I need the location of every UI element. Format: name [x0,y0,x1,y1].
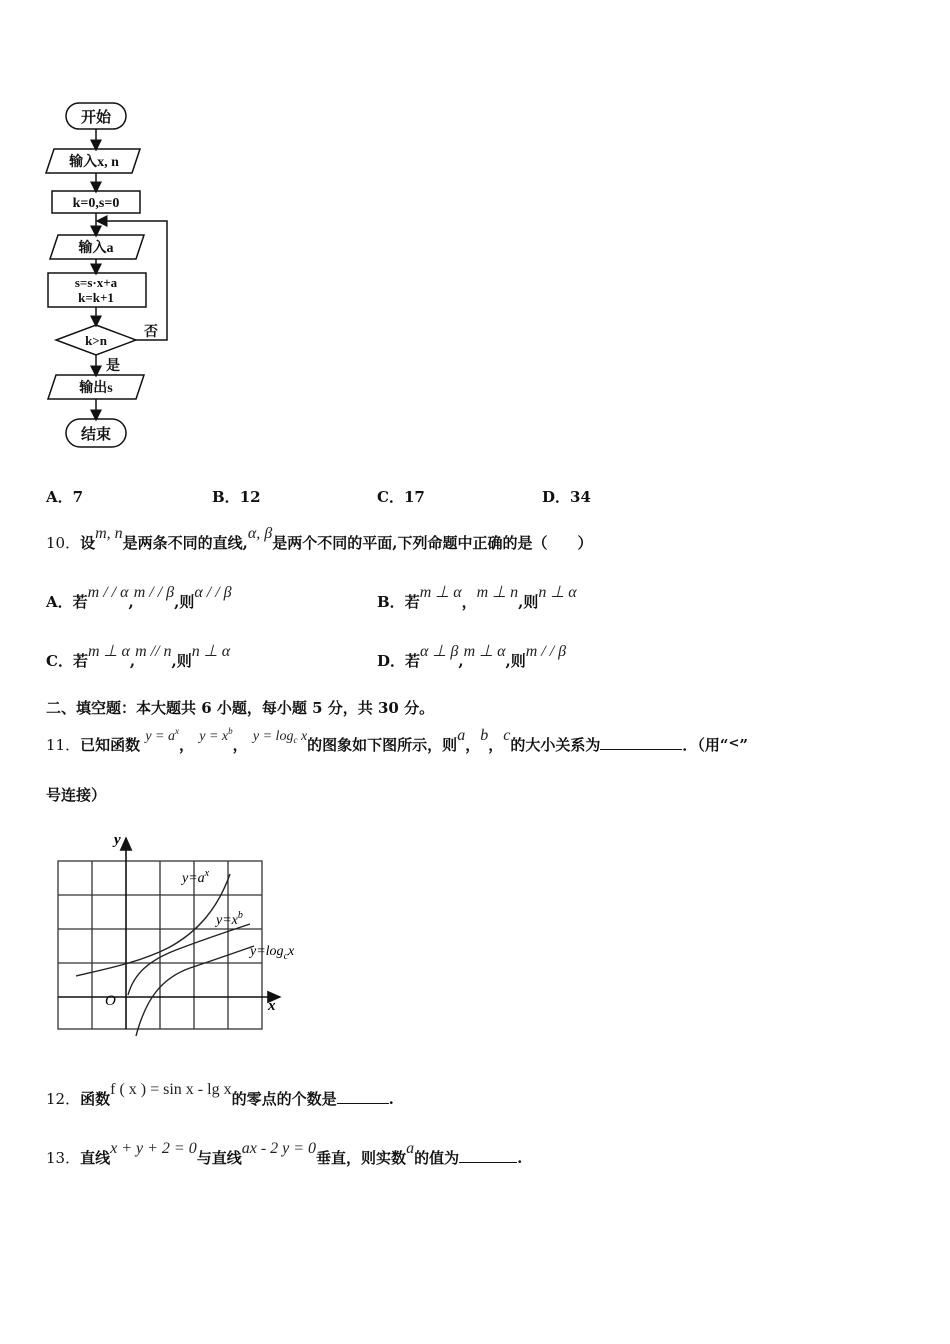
q12-text-2: 的零点的个数是 [231,1090,337,1108]
option-math-1: m / / α [87,584,129,601]
option-sep: ， [461,593,477,611]
flow-update-s-label: s=s·x+a [74,275,118,290]
flow-input-a-label: 输入a [78,241,114,256]
option-letter: C． [377,488,404,506]
q10-stem [46,525,593,553]
flow-end-label: 结束 [80,427,112,443]
option-then: ,则 [505,652,526,670]
option-letter: B． [377,593,405,611]
option-math-2: m // n [135,643,172,660]
option-math-3: m / / β [525,643,567,660]
question-number: 13． [46,1149,81,1167]
option-value: 17 [403,488,425,506]
x-axis-label: x [268,998,276,1014]
question-number: 11． [46,736,81,754]
q9-option-a [46,486,83,507]
flow-condition-label: k>n [85,333,107,348]
option-math-1: m ⊥ α [419,584,462,601]
q11-text-1: 已知函数 [80,736,141,754]
flow-yes-label: 是 [106,359,120,374]
func-body: y = x [199,729,229,744]
func-arg: x [297,729,308,744]
q13-stem [46,1140,523,1168]
q12-function: f ( x ) = sin x - lg x [110,1081,232,1098]
q10-option-b [377,584,577,612]
q11-sep: ， [465,736,481,754]
flow-init-label: k=0,s=0 [72,196,120,211]
y-axis-label: y [114,832,121,848]
option-then: ,则 [518,593,539,611]
flow-no-label: 否 [144,325,158,340]
option-value: 34 [570,488,591,506]
q11-right-quote: ” [739,736,749,754]
option-sep: , [128,593,134,611]
option-sep: , [129,652,136,670]
q13-line-1: x + y + 2 = 0 [110,1140,197,1157]
question-number: 10． [46,534,81,552]
label-arg: x [288,944,295,959]
func-sup: x [175,726,180,736]
q13-text-1: 直线 [80,1149,111,1167]
label-sup: b [237,910,243,921]
function-graph [50,828,320,1048]
option-sep: , [458,652,464,670]
question-number: 12． [46,1090,81,1108]
option-value: 7 [72,488,84,506]
q10-option-d [377,643,567,671]
q10-option-a [46,584,232,612]
option-math-2: m ⊥ α [463,643,506,660]
flowchart [40,95,180,455]
q11-func-pow [199,726,233,744]
option-if: 若 [404,593,420,611]
option-then: ,则 [171,652,192,670]
q10-text-3: 是两个不同的平面,下列命题中正确的是（ ） [272,534,593,552]
q11-var-a: a [457,727,466,744]
q9-option-c [377,486,425,507]
q11-sep: ， [488,736,504,754]
option-letter: A． [46,593,73,611]
q11-line-2: 号连接） [46,786,107,804]
graph-grid [58,861,262,1029]
q9-option-b [212,486,261,507]
q13-var-a: a [406,1140,415,1157]
option-letter: C． [46,652,73,670]
q10-text-1: 设 [80,534,96,552]
q13-text-3: 垂直，则实数 [316,1149,407,1167]
q11-sep: ， [232,736,248,754]
q11-text-3: 的大小关系为 [510,736,601,754]
answer-blank[interactable] [337,1089,389,1104]
q12-stem [46,1081,394,1109]
option-math-2: m / / β [133,584,175,601]
option-math-1: m ⊥ α [87,643,130,660]
flow-output-label: 输出s [79,381,113,396]
func-body: y = log [252,729,294,744]
q13-text-4: 的值为 [414,1149,460,1167]
option-math-1: α ⊥ β [420,643,459,660]
q11-left-quote: “ [719,736,729,754]
q10-math-mn: m, n [95,525,123,542]
curve-pow-label [214,910,243,928]
q13-text-2: 与直线 [196,1149,242,1167]
option-letter: B． [212,488,240,506]
option-math-3: α / / β [194,584,232,601]
q11-var-b: b [480,727,489,744]
q10-text-2: 是两条不同的直线, [122,534,248,552]
option-if: 若 [405,652,421,670]
label-body: y=x [216,913,238,928]
curve-log-label [248,944,295,962]
q11-var-c: c [503,727,511,744]
q11-stem [46,726,749,755]
q10-option-c [46,643,231,671]
q11-less-than: < [728,736,740,751]
curve-log [136,946,254,1036]
answer-blank[interactable] [459,1148,517,1163]
label-sup: x [204,868,210,879]
label-body: y=a [182,871,205,886]
q12-text-1: 函数 [80,1090,111,1108]
func-sup: b [228,726,233,736]
q11-text-4: ．（用 [682,736,720,754]
q10-math-alpha-beta: α, β [247,525,273,542]
option-math-2: m ⊥ n [476,584,519,601]
answer-blank[interactable] [600,735,682,750]
origin-label: O [105,993,116,1009]
q11-func-exp [145,726,180,744]
q11-sep: ， [179,736,195,754]
q9-option-d [542,486,591,507]
func-body: y = a [145,729,176,744]
option-math-3: n ⊥ α [191,643,231,660]
func-sub: c [293,735,298,745]
option-letter: D． [542,488,571,506]
option-if: 若 [72,593,88,611]
q13-line-2: ax - 2 y = 0 [241,1140,317,1157]
curve-exp-label [180,868,210,886]
option-if: 若 [72,652,88,670]
section-heading: 二、填空题：本大题共 6 小题，每小题 5 分，共 30 分。 [46,699,435,717]
option-value: 12 [239,488,261,506]
label-body: y=log [250,944,284,959]
option-then: ,则 [174,593,195,611]
q11-func-log [253,729,307,744]
option-letter: A． [46,488,73,506]
q11-text-2: 的图象如下图所示，则 [307,736,458,754]
flow-update-k-label: k=k+1 [78,290,114,305]
q12-text-3: . [388,1090,394,1108]
option-letter: D． [377,652,406,670]
flow-input-xn-label: 输入x, n [69,155,119,170]
label-sub: c [283,951,289,962]
flow-start-label: 开始 [80,110,112,126]
q13-text-5: . [517,1149,523,1167]
option-math-3: n ⊥ α [538,584,577,601]
